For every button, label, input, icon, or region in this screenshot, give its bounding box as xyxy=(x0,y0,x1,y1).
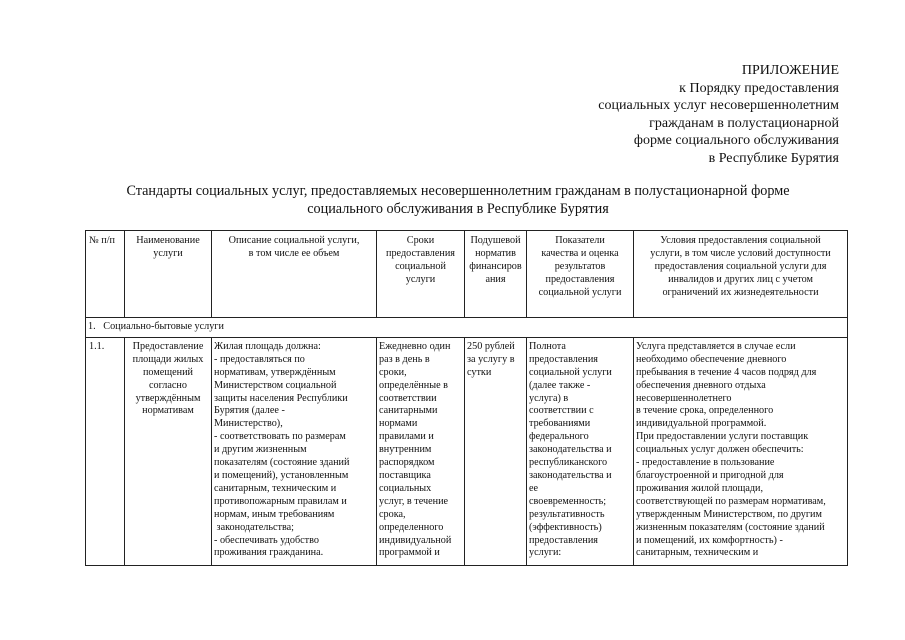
text-line: сутки xyxy=(467,366,492,378)
text-line: предоставления xyxy=(529,353,598,365)
text-line: законодательства и xyxy=(529,469,612,481)
text-line: определенного xyxy=(379,521,444,533)
header-cell-funding xyxy=(465,231,527,318)
text-line: результатов xyxy=(554,260,606,272)
text-line: за услугу в xyxy=(467,353,515,365)
text-line: услуга) в xyxy=(529,392,569,404)
text-line: Полнота xyxy=(529,340,566,352)
text-line: распорядком xyxy=(379,457,435,469)
text-line: соответствии с xyxy=(529,405,594,417)
document-title-line: Стандарты социальных услуг, предоставляемых несовершеннолетним гражданам в полустационарной форме xyxy=(126,183,790,199)
text-line: № п/п xyxy=(89,235,116,246)
row-number-cell xyxy=(86,337,125,565)
text-line: Предоставление xyxy=(132,340,204,352)
text-line: площади жилых xyxy=(132,353,204,365)
text-line: санитарным, техническим и xyxy=(636,547,759,559)
text-line: Подушевой xyxy=(470,235,521,246)
service-funding-cell xyxy=(465,337,527,565)
header-cell-name xyxy=(125,231,212,318)
text-line: проживания жилой площади, xyxy=(636,482,764,494)
text-line: финансиров xyxy=(469,260,522,272)
text-line: своевременность; xyxy=(529,495,607,507)
text-line: и помещений), установленным xyxy=(214,469,349,481)
appendix-line: форме социального обслуживания xyxy=(633,133,839,148)
text-line: (далее также - xyxy=(529,379,591,391)
text-line: услуги, в том числе условий доступности xyxy=(650,247,831,259)
text-line: - обеспечивать удобство xyxy=(214,534,319,546)
text-line: республиканского xyxy=(529,457,608,469)
appendix-line: гражданам в полустационарной xyxy=(649,115,839,131)
text-line: услуг, в течение xyxy=(379,495,449,507)
text-line: ее xyxy=(529,482,539,494)
text-line: Показатели xyxy=(555,235,605,246)
text-line: противопожарным правилам и xyxy=(214,495,347,507)
text-line: социальной услуги xyxy=(529,366,612,378)
appendix-line: социальных услуг несовершеннолетним xyxy=(598,98,839,113)
text-line: предоставления xyxy=(386,247,455,259)
appendix-heading: ПРИЛОЖЕНИЕ xyxy=(741,63,839,78)
text-line: услуги: xyxy=(529,547,562,559)
text-line: и другим жизненным xyxy=(214,444,307,456)
text-line: Условия предоставления социальной xyxy=(660,235,821,246)
appendix-line: в Республике Бурятия xyxy=(708,150,839,166)
text-line: программой и xyxy=(379,547,440,559)
text-line: Услуга представляется в случае если xyxy=(636,340,796,352)
text-line: 250 рублей xyxy=(467,340,515,352)
section-cell xyxy=(86,318,848,338)
text-line: социальных услуг должен обеспечить: xyxy=(636,444,804,456)
text-line: определённые в xyxy=(379,379,448,391)
text-line: утвержденным Министерством, по другим xyxy=(636,508,822,520)
text-line: правилами и xyxy=(379,431,434,443)
text-line: показателям (состояние зданий xyxy=(214,457,350,469)
text-line: Описание социальной услуги, xyxy=(228,235,360,246)
text-line: внутренним xyxy=(379,444,432,456)
text-line: качества и оценка xyxy=(541,247,619,259)
text-line: нормативам xyxy=(142,405,194,417)
header-cell-description xyxy=(212,231,377,318)
text-line: жизненным показателям (состояние зданий xyxy=(636,521,825,533)
section-row xyxy=(86,318,848,338)
text-line: Жилая площадь должна: xyxy=(214,340,321,352)
text-line: и помещений, их комфортность) - xyxy=(636,534,783,546)
text-line: законодательства и xyxy=(529,444,612,456)
text-line: пребывания в течение 4 часов подряд для xyxy=(636,366,817,378)
text-line: Бурятия (далее - xyxy=(214,405,285,417)
text-line: предоставления xyxy=(529,534,598,546)
text-line: федерального xyxy=(529,431,589,443)
text-line: санитарным, техническим и xyxy=(214,482,337,494)
text-line: несовершеннолетнего xyxy=(636,392,732,404)
text-line: требованиями xyxy=(529,418,591,430)
text-line: Министерством социальной xyxy=(214,379,337,391)
header-cell-terms xyxy=(377,231,465,318)
text-line: защиты населения Республики xyxy=(214,392,348,404)
appendix-block xyxy=(598,62,839,167)
document-title xyxy=(70,182,846,218)
table-row xyxy=(86,337,848,565)
text-line: обеспечения дневного отдыха xyxy=(636,379,766,391)
service-quality-cell xyxy=(527,337,634,565)
text-line: услуги xyxy=(405,273,436,285)
text-line: проживания гражданина. xyxy=(214,547,324,559)
text-line: необходимо обеспечение дневного xyxy=(636,353,787,365)
header-cell-number xyxy=(86,231,125,318)
text-line: ограничений их жизнедеятельности xyxy=(662,286,819,298)
text-line: срока, xyxy=(379,508,406,520)
header-cell-conditions xyxy=(634,231,848,318)
text-line: согласно xyxy=(149,379,187,391)
text-line: - предоставление в пользование xyxy=(636,457,775,469)
text-line: предоставления xyxy=(545,273,615,285)
text-line: предоставления социальной услуги для xyxy=(654,260,827,272)
standards-table xyxy=(85,230,848,566)
text-line: нормам, иным требованиям xyxy=(214,508,335,520)
appendix-line: к Порядку предоставления xyxy=(679,80,839,96)
service-description-cell xyxy=(212,337,377,565)
text-line: социальной xyxy=(395,260,446,272)
text-line: услуги xyxy=(153,247,183,259)
text-line: - соответствовать по размерам xyxy=(214,431,346,443)
text-line: соответствующей по размерам нормативам, xyxy=(636,495,826,507)
section-number: 1. xyxy=(88,321,96,332)
text-line: санитарными xyxy=(379,405,438,417)
text-line: в течение срока, определенного xyxy=(636,405,774,417)
section-label: Социально-бытовые услуги xyxy=(103,321,224,332)
text-line: нормативам, утверждённым xyxy=(214,366,336,378)
text-line: законодательства; xyxy=(214,521,295,533)
text-line: социальных xyxy=(379,482,432,494)
document-title-line: социального обслуживания в Республике Бурятия xyxy=(307,201,609,217)
text-line: благоустроенной и пригодной для xyxy=(636,469,784,481)
text-line: социальной услуги xyxy=(538,286,622,298)
text-line: результативность xyxy=(529,508,605,520)
text-line: - предоставляться по xyxy=(214,353,305,365)
text-line: ания xyxy=(485,273,506,285)
service-terms-cell xyxy=(377,337,465,565)
text-line: При предоставлении услуги поставщик xyxy=(636,431,809,443)
header-cell-quality xyxy=(527,231,634,318)
text-line: утверждённым xyxy=(135,392,201,404)
text-line: индивидуальной программой. xyxy=(636,418,767,430)
text-line: Наименование xyxy=(136,235,200,246)
text-line: нормами xyxy=(379,418,418,430)
table-header-row xyxy=(86,231,848,318)
text-line: Министерство), xyxy=(214,418,283,430)
text-line: индивидуальной xyxy=(379,534,452,546)
text-line: (эффективность) xyxy=(529,521,602,533)
text-line: помещений xyxy=(142,366,194,378)
text-line: норматив xyxy=(475,247,516,259)
text-line: поставщика xyxy=(379,469,431,481)
text-line: в том числе ее объем xyxy=(248,247,340,259)
text-line: инвалидов и других лиц с учетом xyxy=(668,273,813,285)
text-line: соответствии xyxy=(379,392,437,404)
service-conditions-cell xyxy=(634,337,848,565)
text-line: Ежедневно один xyxy=(379,340,451,352)
service-name-cell xyxy=(125,337,212,565)
text-line: раз в день в xyxy=(379,353,430,365)
row-number: 1.1. xyxy=(89,340,105,352)
text-line: Сроки xyxy=(406,235,435,246)
text-line: сроки, xyxy=(379,366,407,378)
